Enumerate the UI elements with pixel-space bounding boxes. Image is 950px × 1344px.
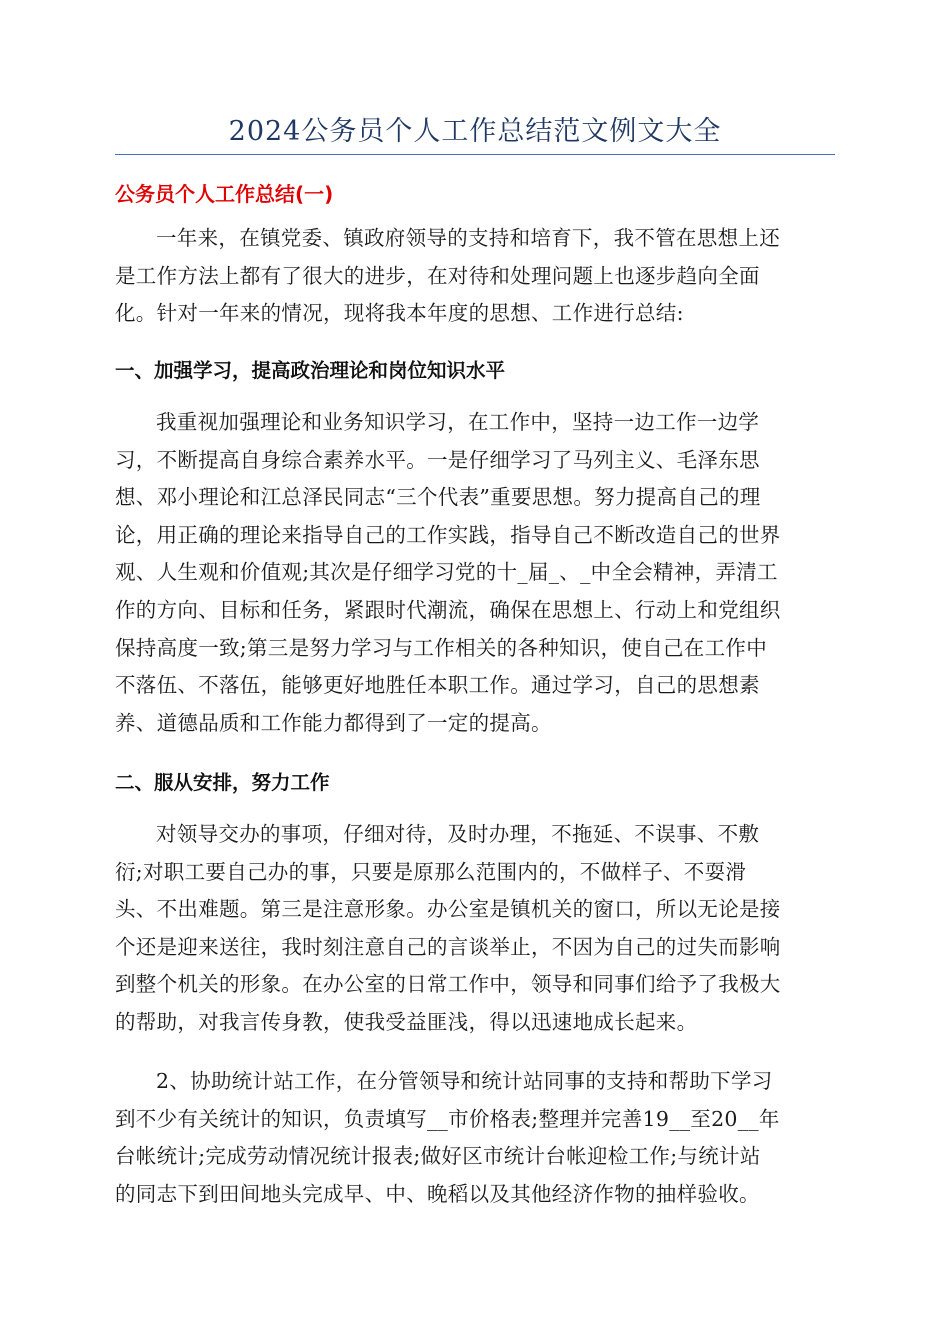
document-title: 2024公务员个人工作总结范文例文大全 <box>228 116 722 147</box>
heading-work: 二、服从安排，努力工作 <box>115 771 330 794</box>
heading-study: 一、加强学习，提高政治理论和岗位知识水平 <box>115 359 506 382</box>
statistics-paragraph: 2、协助统计站工作，在分管领导和统计站同事的支持和帮助下学习 到不少有关统计的知识，负责填写__市价格表;整理并完善19__至20__年 台帐统计;完成劳动情况统计报表;做好区市统计台帐迎检工作;与统计站 的同志下到田间地头完成早、中、晚稻以及其他经济作物的抽样验收。 <box>115 1069 780 1206</box>
section-title: 公务员个人工作总结(一) <box>115 182 334 206</box>
title-underline-rule <box>115 154 835 155</box>
study-paragraph: 我重视加强理论和业务知识学习，在工作中，坚持一边工作一边学 习，不断提高自身综合素养水平。一是仔细学习了马列主义、毛泽东思 想、邓小理论和江总泽民同志“三个代表”重要思想。努力提高自己的理 论，用正确的理论来指导自己的工作实践，指导自己不断改造自己的世界 观、人生观和价值观;其次是仔细学习党的十_届_、_中全会精神，弄清工 作的方向、目标和任务，紧跟时代潮流，确保在思想上、行动上和党组织 保持高度一致;第三是努力学习与工作相关的各种知识，使自己在工作中 不落伍、不落伍，能够更好地胜任本职工作。通过学习，自己的思想素 养、道德品质和工作能力都得到了一定的提高。 <box>115 410 781 735</box>
intro-paragraph: 一年来，在镇党委、镇政府领导的支持和培育下，我不管在思想上还 是工作方法上都有了很大的进步，在对待和处理问题上也逐步趋向全面 化。针对一年来的情况，现将我本年度的思想、工作进行总结: <box>115 226 780 326</box>
work-paragraph: 对领导交办的事项，仔细对待，及时办理，不拖延、不误事、不敷 衍;对职工要自己办的事，只要是原那么范围内的，不做样子、不耍滑 头、不出难题。第三是注意形象。办公室是镇机关的窗口，所以无论是接 个还是迎来送往，我时刻注意自己的言谈举止，不因为自己的过失而影响 到整个机关的形象。在办公室的日常工作中，领导和同事们给予了我极大 的帮助，对我言传身教，使我受益匪浅，得以迅速地成长起来。 <box>115 822 781 1034</box>
